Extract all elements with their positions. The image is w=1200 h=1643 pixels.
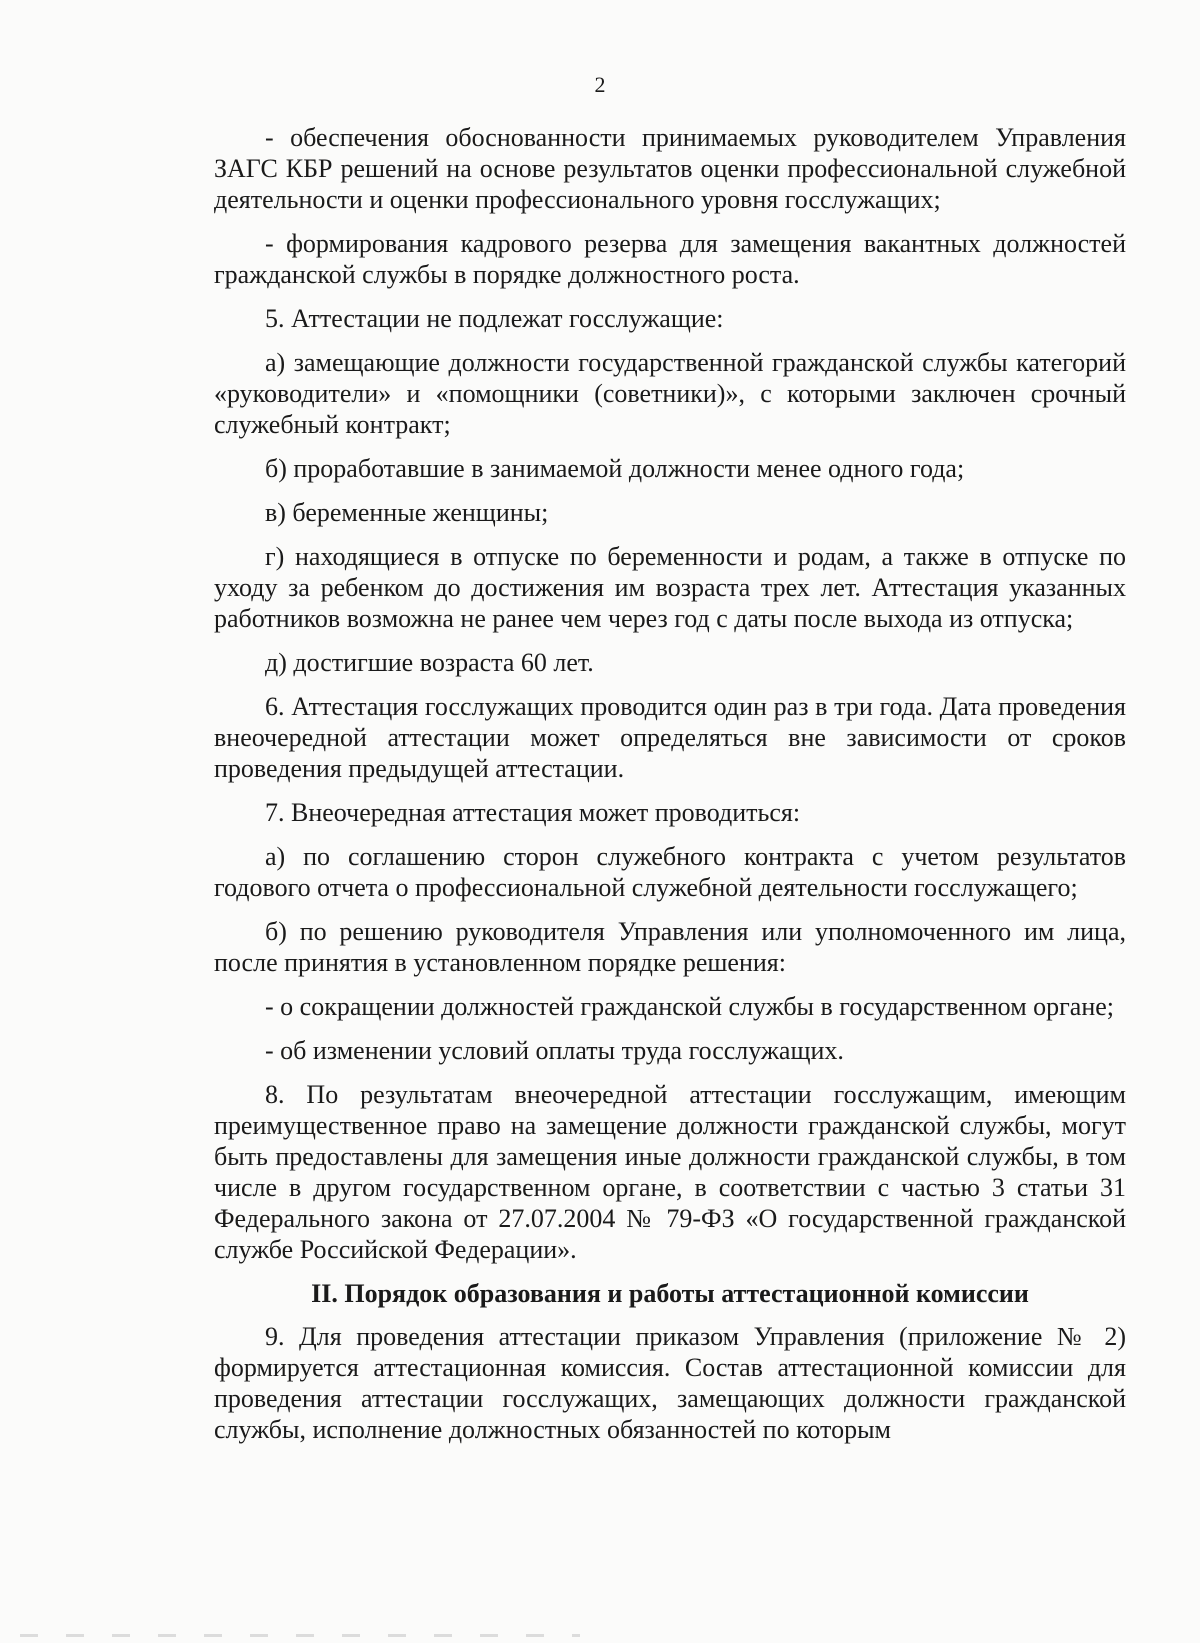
paragraph-item-5: 5. Аттестации не подлежат госслужащие: xyxy=(265,304,724,333)
paragraph-goal-reserve: - формирования кадрового резерва для замещения вакантных должностей гражданской службы в порядке должностного роста. xyxy=(214,229,1126,289)
document-body xyxy=(214,122,1126,1458)
paragraph-item-7: 7. Внеочередная аттестация может проводиться: xyxy=(265,798,801,827)
scan-artifact xyxy=(20,1634,580,1637)
paragraph-item-5b: б) проработавшие в занимаемой должности менее одного года; xyxy=(265,454,965,483)
paragraph-item-7b-reduction: - о сокращении должностей гражданской службы в государственном органе; xyxy=(265,992,1115,1021)
section-heading: II. Порядок образования и работы аттестационной комиссии xyxy=(311,1279,1029,1308)
paragraph-goal-decisions: - обеспечения обоснованности принимаемых руководителем Управления ЗАГС КБР решений на основе результатов оценки профессиональной служебной деятельности и оценки профессионального уровня госслужащих; xyxy=(214,123,1126,214)
paragraph-item-7b: б) по решению руководителя Управления или уполномоченного им лица, после принятия в установленном порядке решения: xyxy=(214,917,1126,977)
paragraph-item-8: 8. По результатам внеочередной аттестации госслужащим, имеющим преимущественное право на замещение должности гражданской службы, могут быть предоставлены для замещения иные должности гражданской службы, в том числе в другом государственном органе, в соответствии с частью 3 статьи 31 Федерального закона от 27.07.2004 № 79-ФЗ «О государственной гражданской службе Российской Федерации». xyxy=(214,1080,1126,1264)
paragraph-item-5a: а) замещающие должности государственной гражданской службы категорий «руководители» и «помощники (советники)», с которыми заключен срочный служебный контракт; xyxy=(214,348,1126,439)
paragraph-item-7b-pay: - об изменении условий оплаты труда госслужащих. xyxy=(265,1036,844,1065)
paragraph-item-5d: д) достигшие возраста 60 лет. xyxy=(265,648,594,677)
paragraph-item-9: 9. Для проведения аттестации приказом Управления (приложение № 2) формируется аттестационная комиссия. Состав аттестационной комиссии для проведения аттестации госслужащих, замещающих должности гражданской службы, исполнение должностных обязанностей по которым xyxy=(214,1322,1126,1444)
paragraph-item-6: 6. Аттестация госслужащих проводится один раз в три года. Дата проведения внеочередной аттестации может определяться вне зависимости от сроков проведения предыдущей аттестации. xyxy=(214,692,1126,783)
paragraph-item-7a: а) по соглашению сторон служебного контракта с учетом результатов годового отчета о профессиональной служебной деятельности госслужащего; xyxy=(214,842,1126,902)
page-number: 2 xyxy=(594,72,606,97)
paragraph-item-5g: г) находящиеся в отпуске по беременности и родам, а также в отпуске по уходу за ребенком до достижения им возраста трех лет. Аттестация указанных работников возможна не ранее чем через год с даты после выхода из отпуска; xyxy=(214,542,1126,633)
paragraph-item-5v: в) беременные женщины; xyxy=(265,498,549,527)
